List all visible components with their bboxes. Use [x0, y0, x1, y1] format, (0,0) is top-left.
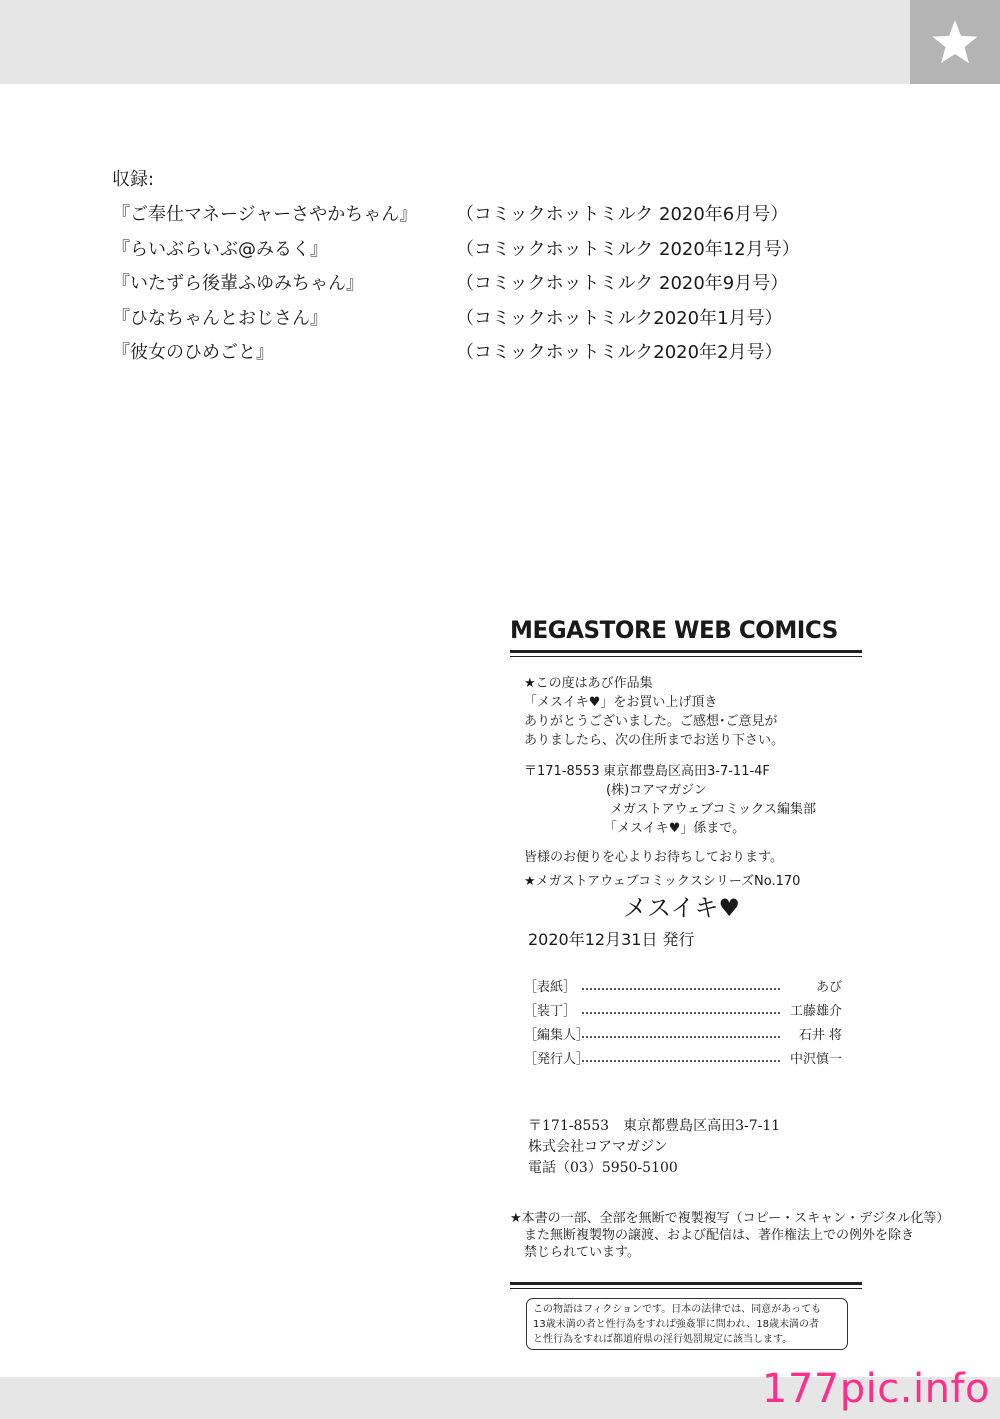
thank-you-message [524, 674, 784, 750]
legal-line: と性行為をすれば都道府県の淫行処罰規定に該当します。 [533, 1334, 793, 1345]
notice-line: 禁じられています。 [524, 1245, 640, 1260]
reader-address [524, 762, 854, 838]
star-icon [930, 17, 980, 67]
contents-entry [112, 302, 812, 337]
contents-entry [112, 233, 812, 268]
waiting-message: 皆様のお便りを心よりお待ちしております。 [524, 850, 783, 865]
entry-source: （コミックホットミルク 2020年12月号） [456, 238, 800, 260]
leader-dots [582, 1060, 780, 1062]
divider [510, 650, 862, 653]
publisher-address: 〒171-8553 東京都豊島区高田3-7-11 [528, 1118, 781, 1134]
message-line: ありがとうございました。ご感想･ご意見が [524, 714, 778, 729]
company-name: (株)コアマガジン [606, 783, 707, 798]
attention-line: 「メスイキ♥」係まで。 [604, 821, 746, 836]
contents-entry [112, 267, 812, 302]
credit-name: 工藤雄介 [788, 1000, 842, 1024]
credit-role: ［表紙］ [524, 980, 577, 995]
entry-source: （コミックホットミルク2020年2月号） [456, 342, 783, 363]
credit-row [524, 976, 842, 1000]
street-address: 東京都豊島区高田3-7-11-4F [603, 764, 770, 779]
credit-row [524, 1024, 842, 1048]
divider [510, 656, 862, 657]
entry-title: 『ひなちゃんとおじさん』 [112, 307, 328, 329]
credit-row [524, 1048, 842, 1072]
entry-title: 『彼女のひめごと』 [112, 342, 274, 363]
leader-dots [582, 1036, 780, 1038]
legal-notice-box [526, 1298, 848, 1350]
copyright-notice [510, 1210, 949, 1261]
contents-heading: 収録: [112, 169, 155, 190]
book-title: メスイキ♥ [623, 894, 741, 922]
publisher-phone: 電話（03）5950-5100 [528, 1160, 678, 1176]
department-name: メガストアウェブコミックス編集部 [610, 802, 817, 817]
entry-title: 『らいぶらいぶ@みるく』 [112, 238, 328, 260]
legal-line: 13歳未満の者と性行為をすれば強姦罪に問われ、18歳未満の者 [533, 1319, 820, 1330]
credit-role: ［装丁］ [524, 1004, 577, 1019]
series-number: ★メガストアウェブコミックスシリーズNo.170 [524, 874, 801, 889]
credit-name: 石井 将 [797, 1024, 842, 1048]
publisher-info [528, 1116, 780, 1179]
series-name: MEGASTORE WEB COMICS [510, 616, 838, 644]
message-line: 「メスイキ♥」をお買い上げ頂き [524, 695, 718, 710]
notice-line: ★本書の一部、全部を無断で複製複写（コピー・スキャン・デジタル化等） [510, 1211, 950, 1226]
message-line: ★この度はあび作品集 [524, 676, 653, 691]
entry-title: 『いたずら後輩ふゆみちゃん』 [112, 273, 364, 294]
credit-role: ［編集人］ [524, 1028, 590, 1043]
entry-source: （コミックホットミルク 2020年6月号） [456, 204, 789, 225]
credit-row [524, 1000, 842, 1024]
watermark-text: 177pic.info [761, 1366, 990, 1412]
credit-name: あび [814, 976, 842, 1000]
entry-source: （コミックホットミルク2020年1月号） [456, 307, 783, 329]
entry-title: 『ご奉仕マネージャーさやかちゃん』 [112, 204, 418, 225]
entry-source: （コミックホットミルク 2020年9月号） [456, 273, 789, 294]
contents-entry [112, 336, 812, 371]
credit-name: 中沢慎一 [788, 1048, 842, 1072]
message-line: ありましたら、次の住所までお送り下さい。 [524, 733, 785, 748]
publish-date: 2020年12月31日 発行 [528, 930, 695, 949]
corner-tab [910, 0, 1000, 84]
colophon [510, 612, 950, 1345]
notice-line: また無断複製物の譲渡、および配信は、著作権法上での例外を除き [524, 1228, 915, 1243]
bottom-divider [510, 1282, 862, 1289]
leader-dots [582, 988, 780, 990]
publisher-company: 株式会社コアマガジン [528, 1139, 668, 1155]
postal-code: 〒171-8553 [524, 764, 600, 779]
credits-list [524, 976, 842, 1072]
top-band [0, 0, 910, 84]
credit-role: ［発行人］ [524, 1052, 590, 1067]
contents-list [112, 168, 812, 371]
legal-line: この物語はフィクションです。日本の法律では、同意があっても [533, 1304, 822, 1315]
leader-dots [582, 1012, 780, 1014]
contents-entry [112, 198, 812, 233]
